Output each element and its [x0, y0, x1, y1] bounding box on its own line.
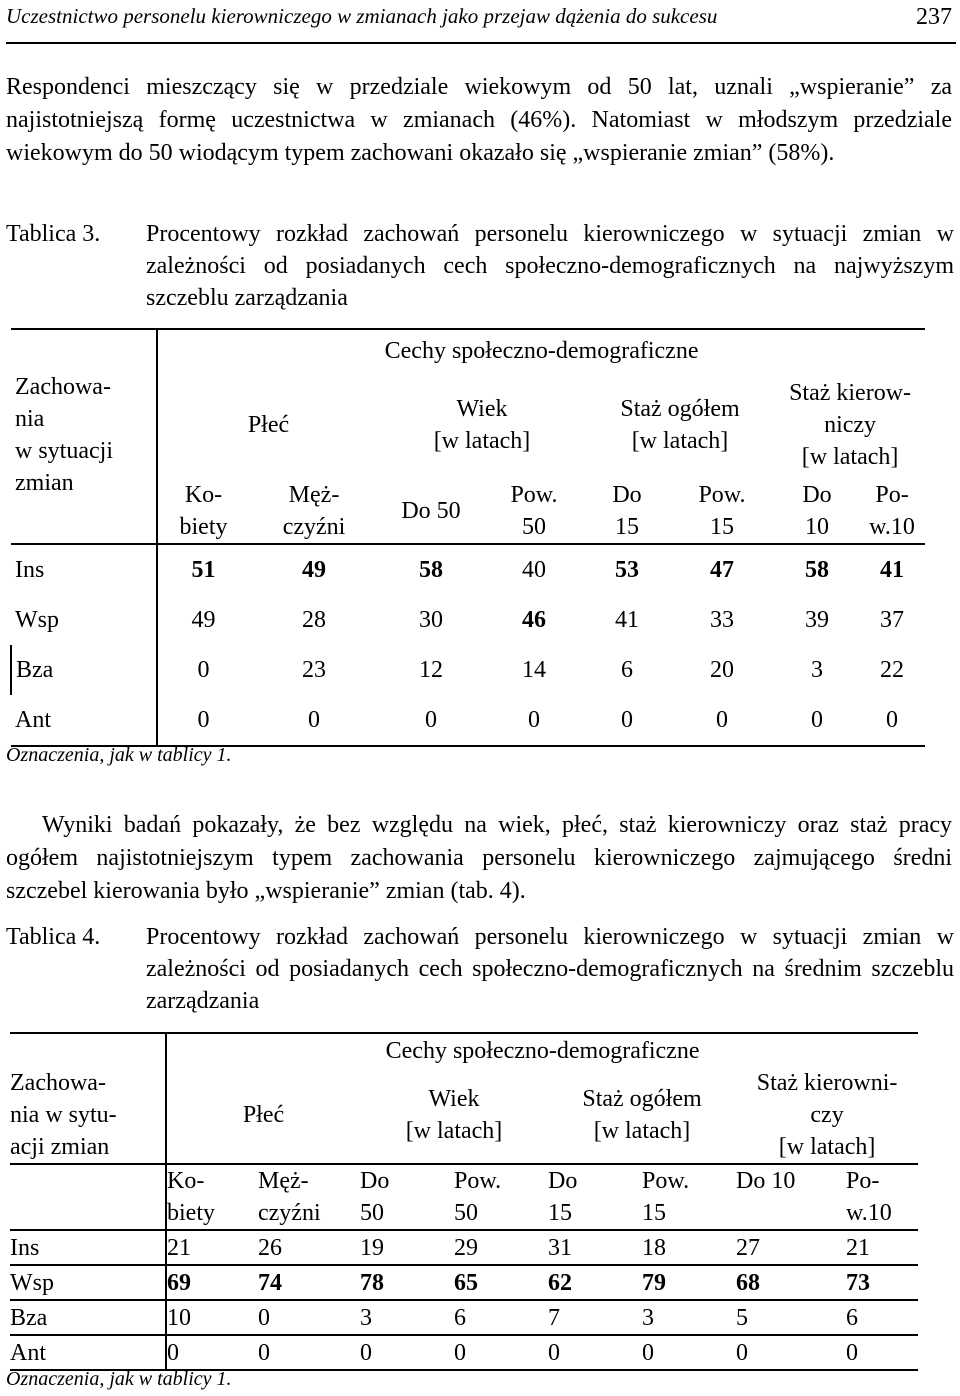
cell-value: 20: [710, 657, 734, 683]
table-cell: [454, 1300, 548, 1335]
subcol-header: Po- w.10: [869, 482, 915, 540]
cell-value: 3: [811, 657, 823, 683]
cell-value: 49: [191, 607, 216, 633]
corner-line: Zachowa-: [10, 1070, 106, 1096]
cell-value: 21: [167, 1234, 191, 1261]
table-row: [11, 544, 925, 595]
results-paragraph: Wyniki badań pokazały, że bez względu na wiek, płeć, staż kierowniczy oraz staż pracy ogółem najistotniejszym typem zachowania personelu kierowniczego zajmującego średni szczebel kierowania było „wspieranie” zmian (tab. 4).: [6, 812, 952, 904]
table-cell: [249, 645, 379, 695]
corner-line: nia w sytu-: [10, 1102, 117, 1128]
table-cell: [360, 1265, 454, 1300]
cell-value: 0: [811, 707, 823, 733]
table-cell: [249, 695, 379, 746]
table-cell: [258, 1230, 360, 1265]
table-cell: [166, 1265, 258, 1300]
table-cell: [249, 544, 379, 595]
table-cell: [483, 595, 585, 645]
table-cell: [360, 1300, 454, 1335]
group-label: Płeć: [247, 412, 290, 438]
table-cell: [585, 695, 669, 746]
cell-value: 0: [548, 1339, 560, 1366]
row-label: Ant: [11, 695, 157, 746]
table4-group-plec: [166, 1067, 360, 1164]
intro-paragraph: Respondenci mieszczący się w przedziale wiekowym od 50 lat, uznali „wspieranie” za najistotniejszą formę uczestnictwa w zmianach (46%). Natomiast w młodszym przedziale wiekowym do 50 wiodącym typem zachowani okazało się „wspieranie zmian” (58%).: [6, 74, 952, 166]
cell-value: 12: [419, 657, 443, 683]
subcol-header: Do 50: [401, 498, 461, 524]
cell-value: 0: [736, 1339, 748, 1366]
table-cell: [846, 1300, 918, 1335]
table-cell: [166, 1300, 258, 1335]
table-cell: [379, 544, 483, 595]
group-label: [w latach]: [433, 428, 531, 454]
group-label: Płeć: [242, 1102, 285, 1128]
subcol-header: Po- w.10: [846, 1164, 918, 1230]
cell-value: 18: [642, 1234, 666, 1261]
group-label: niczy: [824, 412, 877, 438]
table-cell: [859, 695, 925, 746]
table-row: [10, 1335, 918, 1370]
group-label: [w latach]: [801, 444, 899, 470]
table-cell: [157, 695, 249, 746]
row-label: Ins: [10, 1230, 166, 1265]
cell-value: 0: [454, 1339, 466, 1366]
cell-value: 58: [805, 557, 829, 583]
table-cell: [736, 1230, 846, 1265]
table-cell: [669, 645, 775, 695]
table-cell: [846, 1230, 918, 1265]
corner-line: w sytuacji: [15, 438, 113, 464]
cell-value: 74: [258, 1269, 282, 1296]
table-cell: [548, 1230, 642, 1265]
cell-value: 29: [454, 1234, 478, 1261]
table4-caption-text: Procentowy rozkład zachowań personelu kierowniczego w sytuacji zmian w zależności od posiadanych cech społeczno-demograficznych na średnim szczeblu zarządzania: [146, 924, 954, 1014]
table-row: [11, 695, 925, 746]
table-cell: [454, 1335, 548, 1370]
cell-value: 31: [548, 1234, 572, 1261]
table-cell: [669, 595, 775, 645]
running-header: [6, 2, 956, 44]
subcol-header: Pow. 15: [698, 482, 746, 540]
corner-line: nia: [15, 406, 45, 432]
cell-value: 23: [302, 657, 326, 683]
cell-value: 0: [886, 707, 899, 733]
subcol-header: Pow. 50: [454, 1164, 548, 1230]
cell-value: 68: [736, 1269, 760, 1296]
table-cell: [548, 1335, 642, 1370]
table-row: [10, 1230, 918, 1265]
table-cell: [642, 1265, 736, 1300]
cell-value: 0: [308, 707, 320, 733]
table4-body: [10, 1230, 918, 1370]
table4-corner-header: [10, 1067, 166, 1164]
cell-value: 0: [716, 707, 728, 733]
cell-value: 0: [621, 707, 633, 733]
table-cell: [775, 595, 859, 645]
table-cell: [258, 1335, 360, 1370]
cell-value: 5: [736, 1304, 748, 1331]
subcol-header: Ko- biety: [166, 1164, 258, 1230]
table-cell: [775, 645, 859, 695]
cell-value: 22: [880, 657, 905, 683]
table-cell: [360, 1335, 454, 1370]
table-cell: [736, 1300, 846, 1335]
table-row: [11, 645, 925, 695]
table4-group-header: Cechy społeczno-demograficzne: [166, 1033, 918, 1067]
table-cell: [669, 544, 775, 595]
cell-value: 0: [360, 1339, 372, 1366]
subcol-header: Pow. 15: [642, 1164, 736, 1230]
table-cell: [483, 695, 585, 746]
cell-value: 6: [846, 1304, 858, 1331]
table4-group-staz-ogolem: [548, 1067, 736, 1164]
group-label: [w latach]: [405, 1118, 503, 1144]
group-label: Wiek: [428, 1086, 480, 1112]
subcol-header: Do 15: [612, 482, 642, 540]
table-cell: [157, 595, 249, 645]
cell-value: 0: [197, 707, 210, 733]
row-label: Bza: [10, 1300, 166, 1335]
cell-value: 41: [880, 557, 905, 583]
cell-value: 6: [621, 657, 633, 683]
cell-value: 0: [846, 1339, 858, 1366]
cell-value: 40: [522, 557, 546, 583]
table4-caption: [6, 921, 956, 1021]
row-label: Wsp: [15, 607, 59, 633]
cell-value: 47: [710, 557, 734, 583]
table4-group-wiek: [360, 1067, 548, 1164]
table-cell: [585, 544, 669, 595]
table-cell: [166, 1335, 258, 1370]
group-label: [w latach]: [778, 1134, 876, 1160]
cell-value: 46: [522, 607, 546, 633]
row-label: Ant: [10, 1335, 166, 1370]
table-cell: [775, 695, 859, 746]
cell-value: 0: [258, 1304, 270, 1331]
cell-value: 7: [548, 1304, 560, 1331]
cell-value: 28: [302, 607, 326, 633]
group-label: czy: [810, 1102, 844, 1128]
corner-line: zmian: [15, 470, 74, 496]
table-cell: [483, 645, 585, 695]
cell-value: 58: [419, 557, 443, 583]
table-cell: [379, 595, 483, 645]
table-cell: [642, 1300, 736, 1335]
table-cell: [157, 544, 249, 595]
cell-value: 3: [360, 1304, 372, 1331]
table3-body: [11, 544, 925, 746]
cell-value: 30: [419, 607, 443, 633]
table4-note: Oznaczenia, jak w tablicy 1.: [6, 1368, 232, 1390]
table-cell: [669, 695, 775, 746]
cell-value: 39: [805, 607, 829, 633]
table3-corner-header: [11, 371, 157, 544]
cell-value: 51: [191, 557, 216, 583]
table3-group-staz-kierowniczy: [775, 371, 925, 479]
cell-value: 79: [642, 1269, 666, 1296]
table-cell: [846, 1335, 918, 1370]
table-cell: [736, 1335, 846, 1370]
page-number: 237: [916, 4, 952, 30]
table3-caption: [6, 218, 956, 318]
group-label: [w latach]: [593, 1118, 691, 1144]
subcol-header: Ko- biety: [157, 479, 249, 544]
subcol-header: Do 15: [548, 1164, 642, 1230]
cell-value: 0: [425, 707, 437, 733]
subcol-header: Męż- czyźni: [258, 1164, 360, 1230]
group-label: Staż kierowni-: [756, 1070, 898, 1096]
running-title: Uczestnictwo personelu kierowniczego w zmianach jako przejaw dążenia do sukcesu: [6, 4, 718, 28]
table-cell: [859, 645, 925, 695]
subcol-header: Do 10: [736, 1164, 846, 1230]
subcol-header: Do 10: [802, 482, 832, 540]
cell-value: 19: [360, 1234, 384, 1261]
table-cell: [548, 1300, 642, 1335]
cell-value: 41: [615, 607, 639, 633]
table-cell: [483, 544, 585, 595]
row-label: Wsp: [10, 1265, 166, 1300]
table3-caption-label: Tablica 3.: [6, 221, 101, 247]
group-label: Wiek: [456, 396, 508, 422]
table3-caption-text: Procentowy rozkład zachowań personelu kierowniczego w sytuacji zmian w zależności od posiadanych cech społeczno-demograficznych na najwyższym szczeblu zarządzania: [146, 221, 954, 311]
row-label: Bza: [11, 645, 157, 695]
table-cell: [642, 1335, 736, 1370]
table-cell: [454, 1230, 548, 1265]
table3-group-staz-ogolem: [585, 371, 775, 479]
table4-caption-label: Tablica 4.: [6, 924, 101, 950]
cell-value: 53: [615, 557, 639, 583]
subcol-header: Do 50: [360, 1164, 454, 1230]
subcol-header: Męż- czyźni: [282, 482, 346, 540]
table4-group-staz-kierowniczy: [736, 1067, 918, 1164]
cell-value: 0: [197, 657, 210, 683]
table-cell: [379, 645, 483, 695]
cell-value: 27: [736, 1234, 760, 1261]
cell-value: 14: [522, 657, 546, 683]
table3: [10, 328, 925, 747]
table3-group-header: Cechy społeczno-demograficzne: [157, 329, 925, 371]
table4: [10, 1032, 918, 1371]
cell-value: 0: [167, 1339, 179, 1366]
group-label: Staż ogółem: [582, 1086, 702, 1112]
table-cell: [585, 645, 669, 695]
cell-value: 73: [846, 1269, 870, 1296]
table-cell: [585, 595, 669, 645]
cell-value: 65: [454, 1269, 478, 1296]
cell-value: 26: [258, 1234, 282, 1261]
table-cell: [258, 1265, 360, 1300]
table-cell: [548, 1265, 642, 1300]
cell-value: 49: [302, 557, 326, 583]
cell-value: 0: [642, 1339, 654, 1366]
cell-value: 62: [548, 1269, 572, 1296]
corner-line: Zachowa-: [15, 374, 111, 400]
table-cell: [454, 1265, 548, 1300]
table-cell: [379, 695, 483, 746]
table-row: [10, 1300, 918, 1335]
cell-value: 33: [710, 607, 734, 633]
table-cell: [166, 1230, 258, 1265]
cell-value: 21: [846, 1234, 870, 1261]
table3-group-wiek: [379, 371, 585, 479]
row-label: Ins: [11, 544, 157, 595]
cell-value: 10: [167, 1304, 191, 1331]
group-label: [w latach]: [631, 428, 729, 454]
corner-line: acji zmian: [10, 1134, 110, 1160]
table-cell: [642, 1230, 736, 1265]
cell-value: 37: [880, 607, 905, 633]
table-cell: [859, 544, 925, 595]
cell-value: 0: [258, 1339, 270, 1366]
group-label: Staż ogółem: [620, 396, 740, 422]
table-cell: [360, 1230, 454, 1265]
cell-value: 3: [642, 1304, 654, 1331]
table-cell: [249, 595, 379, 645]
table-cell: [736, 1265, 846, 1300]
subcol-header: Pow. 50: [510, 482, 558, 540]
cell-value: 6: [454, 1304, 466, 1331]
table-cell: [775, 544, 859, 595]
table-cell: [846, 1265, 918, 1300]
table-cell: [859, 595, 925, 645]
table3-group-plec: [157, 371, 379, 479]
table3-note: Oznaczenia, jak w tablicy 1.: [6, 744, 232, 766]
table-cell: [157, 645, 249, 695]
group-label: Staż kierow-: [789, 380, 912, 406]
cell-value: 78: [360, 1269, 384, 1296]
table-row: [11, 595, 925, 645]
table-cell: [258, 1300, 360, 1335]
cell-value: 69: [167, 1269, 191, 1296]
table-row: [10, 1265, 918, 1300]
cell-value: 0: [528, 707, 540, 733]
